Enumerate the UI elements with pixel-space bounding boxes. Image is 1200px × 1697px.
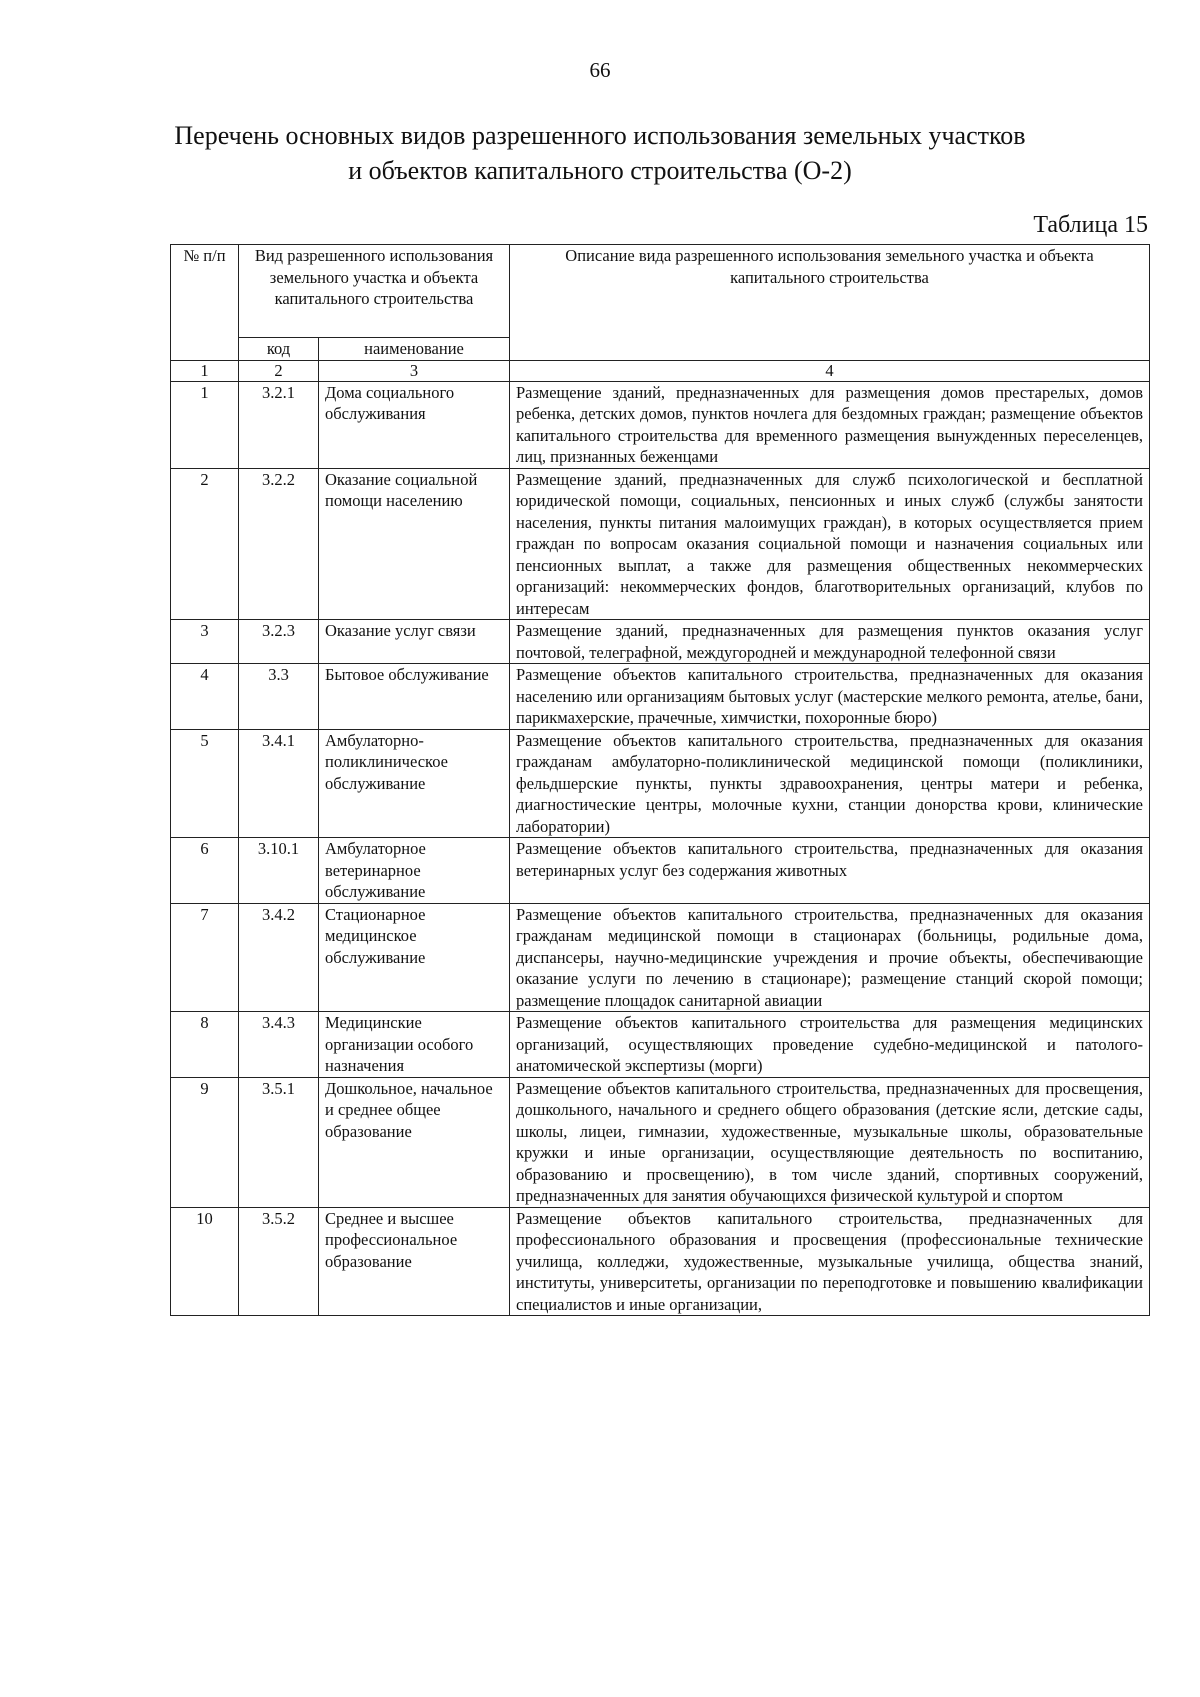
document-title — [100, 118, 1100, 188]
row-name: Медицинские организации особого назначения — [319, 1012, 510, 1078]
land-use-table — [170, 244, 1150, 1316]
row-number: 2 — [171, 468, 239, 620]
row-number: 8 — [171, 1012, 239, 1078]
header-name: наименование — [319, 338, 510, 361]
row-code: 3.5.1 — [239, 1077, 319, 1207]
table-row — [171, 468, 1150, 620]
page-number: 66 — [589, 58, 611, 82]
table-row — [171, 729, 1150, 838]
row-description: Размещение объектов капитального строительства, предназначенных для оказания ветеринарных услуг без содержания животных — [510, 838, 1150, 904]
header-description: Описание вида разрешенного использования земельного участка и объекта капитального строительства — [510, 245, 1150, 361]
row-code: 3.4.1 — [239, 729, 319, 838]
row-description: Размещение объектов капитального строительства для размещения медицинских организаций, осуществляющих проведение судебно-медицинской и патолого-анатомической экспертизы (морги) — [510, 1012, 1150, 1078]
row-number: 10 — [171, 1207, 239, 1316]
row-name: Бытовое обслуживание — [319, 664, 510, 730]
column-index: 1 — [171, 360, 239, 381]
title-line-2: и объектов капитального строительства (О-2) — [348, 156, 852, 185]
row-code: 3.2.3 — [239, 620, 319, 664]
row-description: Размещение зданий, предназначенных для размещения пунктов оказания услуг почтовой, телеграфной, междугородней и международной телефонной связи — [510, 620, 1150, 664]
table-row — [171, 1207, 1150, 1316]
row-name: Оказание социальной помощи населению — [319, 468, 510, 620]
row-name: Амбулаторное ветеринарное обслуживание — [319, 838, 510, 904]
row-number: 6 — [171, 838, 239, 904]
table-row — [171, 381, 1150, 468]
row-number: 1 — [171, 381, 239, 468]
title-line-1: Перечень основных видов разрешенного использования земельных участков — [174, 121, 1026, 150]
column-index: 4 — [510, 360, 1150, 381]
row-number: 4 — [171, 664, 239, 730]
row-name: Амбулаторно-поликлиническое обслуживание — [319, 729, 510, 838]
row-code: 3.5.2 — [239, 1207, 319, 1316]
table-row — [171, 1077, 1150, 1207]
row-name: Среднее и высшее профессиональное образование — [319, 1207, 510, 1316]
column-index: 2 — [239, 360, 319, 381]
row-description: Размещение объектов капитального строительства, предназначенных для оказания гражданам медицинской помощи в стационарах (больницы, родильные дома, диспансеры, научно-медицинские учреждения и прочие объекты, обеспечивающие оказание услуги по лечению в стационаре); размещение станций скорой помощи; размещение площадок санитарной авиации — [510, 903, 1150, 1012]
table-row — [171, 620, 1150, 664]
row-code: 3.4.2 — [239, 903, 319, 1012]
column-index-row — [171, 360, 1150, 381]
table-label: Таблица 15 — [1033, 212, 1148, 238]
row-name: Стационарное медицинское обслуживание — [319, 903, 510, 1012]
row-number: 5 — [171, 729, 239, 838]
row-code: 3.2.1 — [239, 381, 319, 468]
row-number: 3 — [171, 620, 239, 664]
row-code: 3.4.3 — [239, 1012, 319, 1078]
row-description: Размещение объектов капитального строительства, предназначенных для профессионального образования и просвещения (профессиональные технические училища, колледжи, художественные, музыкальные училища, общества знаний, институты, университеты, организации по переподготовке и повышению квалификации специалистов и иные организации, — [510, 1207, 1150, 1316]
row-name: Оказание услуг связи — [319, 620, 510, 664]
table-row — [171, 838, 1150, 904]
row-name: Дошкольное, начальное и среднее общее образование — [319, 1077, 510, 1207]
row-code: 3.2.2 — [239, 468, 319, 620]
row-description: Размещение объектов капитального строительства, предназначенных для оказания населению или организациям бытовых услуг (мастерские мелкого ремонта, ателье, бани, парикмахерские, прачечные, химчистки, похоронные бюро) — [510, 664, 1150, 730]
row-number: 7 — [171, 903, 239, 1012]
header-num: № п/п — [171, 245, 239, 361]
row-description: Размещение зданий, предназначенных для служб психологической и бесплатной юридической помощи, социальных, пенсионных и иных служб (службы занятости населения, пункты питания малоимущих граждан), в которых осуществляется прием граждан по вопросам оказания социальной помощи и назначения социальных или пенсионных выплат, а также для размещения общественных некоммерческих организаций: некоммерческих фондов, благотворительных организаций, клубов по интересам — [510, 468, 1150, 620]
row-number: 9 — [171, 1077, 239, 1207]
row-description: Размещение объектов капитального строительства, предназначенных для оказания гражданам амбулаторно-поликлинической медицинской помощи (поликлиники, фельдшерские пункты, пункты здравоохранения, центры матери и ребенка, диагностические центры, молочные кухни, станции донорства крови, клинические лаборатории) — [510, 729, 1150, 838]
row-name: Дома социального обслуживания — [319, 381, 510, 468]
table-row — [171, 664, 1150, 730]
row-code: 3.10.1 — [239, 838, 319, 904]
row-description: Размещение объектов капитального строительства, предназначенных для просвещения, дошкольного, начального и среднего общего образования (детские ясли, детские сады, школы, лицеи, гимназии, художественные, музыкальные школы, образовательные кружки и иные организации, осуществляющие деятельность по воспитанию, образованию и просвещению), в том числе зданий, спортивных сооружений, предназначенных для занятия обучающихся физической культурой и спортом — [510, 1077, 1150, 1207]
row-code: 3.3 — [239, 664, 319, 730]
table-row — [171, 1012, 1150, 1078]
row-description: Размещение зданий, предназначенных для размещения домов престарелых, домов ребенка, детских домов, пунктов ночлега для бездомных граждан; размещение объектов капитального строительства для временного размещения вынужденных переселенцев, лиц, признанных беженцами — [510, 381, 1150, 468]
table-row — [171, 903, 1150, 1012]
header-kind: Вид разрешенного использования земельного участка и объекта капитального строительства — [239, 245, 510, 338]
column-index: 3 — [319, 360, 510, 381]
header-code: код — [239, 338, 319, 361]
